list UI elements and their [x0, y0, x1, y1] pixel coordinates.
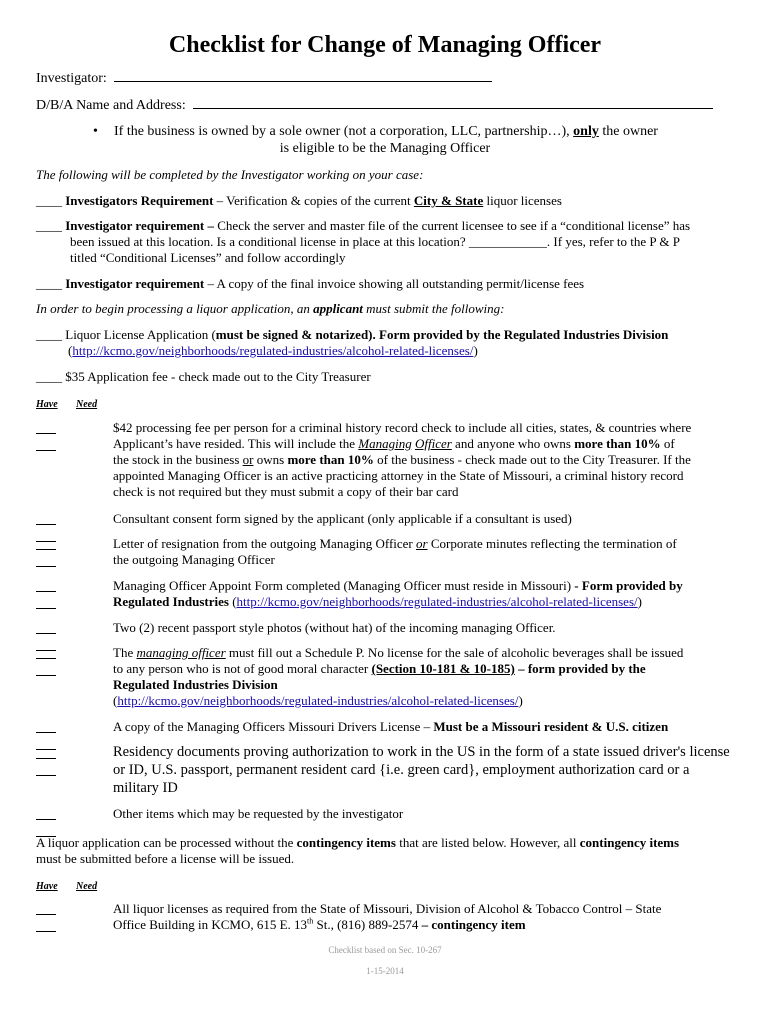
inv3-bold: Investigator requirement	[65, 276, 205, 291]
item-appoint-form: Managing Officer Appoint Form completed (Managing Officer must reside in Missouri) - Form provided by Regulated Industries (http://kcmo.gov/neighborhoods/regulated-industries/alcohol-related-licenses/)	[113, 578, 683, 609]
have-check[interactable]	[36, 579, 56, 592]
have-check[interactable]	[36, 646, 56, 659]
footer-reference: Checklist based on Sec. 10-267	[328, 945, 442, 955]
need-check[interactable]	[36, 596, 56, 609]
need-check[interactable]	[36, 919, 56, 932]
investigator-field	[36, 68, 492, 87]
fee42-line3: the stock in the business or owns more than 10% of the business - check made out to the City Treasurer. If the	[113, 452, 691, 467]
item-fee42	[113, 420, 743, 500]
checkbox-pair	[36, 579, 106, 613]
item-consultant: Consultant consent form signed by the applicant (only applicable if a consultant is used)	[113, 511, 572, 526]
applicant-intro	[36, 301, 504, 317]
inv-item-3	[36, 276, 584, 292]
app1-bold: must be signed & notarized). Form provided by the Regulated Industries Division	[215, 327, 669, 342]
have-check[interactable]	[36, 746, 56, 759]
need-check[interactable]	[36, 438, 56, 451]
blank[interactable]: ____	[36, 276, 62, 291]
have-check[interactable]	[36, 621, 56, 634]
sole-owner-note-line2: is eligible to be the Managing Officer	[279, 141, 491, 156]
need-check[interactable]	[36, 663, 56, 676]
have-check[interactable]	[36, 512, 56, 525]
applicant-intro-text: In order to begin processing a liquor application, an	[36, 301, 314, 316]
investigator-input-line[interactable]	[114, 68, 492, 82]
blank[interactable]: ____	[36, 218, 62, 233]
paren: )	[473, 343, 478, 358]
inv3-text: – A copy of the final invoice showing all outstanding permit/license fees	[204, 276, 585, 291]
have-header-2: Have	[36, 881, 58, 892]
bullet-dot: •	[93, 124, 98, 139]
applicant-word: applicant	[313, 301, 363, 316]
app1-text: Liquor License Application (	[62, 327, 216, 342]
inv1-city-state: City & State	[413, 193, 484, 208]
item-photos: Two (2) recent passport style photos (without hat) of the incoming managing Officer.	[113, 620, 556, 635]
checkbox-pair	[36, 746, 106, 780]
dba-input-line[interactable]	[193, 95, 713, 109]
dba-label: D/B/A Name and Address:	[36, 98, 186, 113]
app-item-1-link-line	[68, 343, 478, 359]
regulated-industries-link[interactable]: http://kcmo.gov/neighborhoods/regulated-industries/alcohol-related-licenses/	[72, 343, 474, 358]
note-only: only	[573, 124, 599, 139]
investigator-intro: The following will be completed by the Investigator working on your case:	[36, 167, 424, 182]
inv2-bold: Investigator requirement –	[65, 218, 215, 233]
page-title: Checklist for Change of Managing Officer	[168, 32, 602, 58]
app-item-2	[36, 369, 371, 385]
inv1-bold: Investigators Requirement	[65, 193, 214, 208]
item-state-licenses: All liquor licenses as required from the State of Missouri, Division of Alcohol & Tobacco Control – State Office Building in KCMO, 615 E. 13th St., (816) 889-2574 – contingency item	[113, 901, 662, 932]
have-check[interactable]	[36, 537, 56, 550]
contingency-note: A liquor application can be processed without the contingency items that are listed below. However, all contingency items must be submitted before a license will be issued.	[36, 835, 680, 866]
checkbox-pair	[36, 421, 106, 455]
checkbox-pair	[36, 902, 106, 936]
fee42-line4: appointed Managing Officer is an active practicing attorney in the State of Missouri, a criminal history record	[113, 468, 684, 483]
blank[interactable]: ____	[36, 369, 62, 384]
fee42-line1: $42 processing fee per person for a criminal history record check to include all cities, states, & countries where	[113, 420, 692, 435]
inv1-text: – Verification & copies of the current	[213, 193, 414, 208]
need-check[interactable]	[36, 554, 56, 567]
investigator-label: Investigator:	[36, 71, 107, 86]
item-residency: Residency documents proving authorization to work in the US in the form of a state issued driver's license or ID, U.S. passport, permanent resident card {i.e. green card}, employment authorization card or a military ID	[113, 744, 730, 796]
item-schedule-p: The managing officer must fill out a Schedule P. No license for the sale of alcoholic beverages shall be issued to any person who is not of good moral character (Section 10-181 & 10-185) – form provided by the Regulated Industries Division (http://kcmo.gov/neighborhoods/regulated-industries/alcohol-related-licenses/)	[113, 645, 684, 708]
dba-field	[36, 95, 713, 114]
applicant-intro-text2: must submit the following:	[362, 301, 505, 316]
inv-item-1	[36, 193, 562, 209]
inv2-text: Check the server and master file of the current licensee to see if a “conditional license” has	[214, 218, 691, 233]
checkbox-pair	[36, 646, 106, 680]
note-text-end: the owner	[602, 124, 658, 139]
item-resignation: Letter of resignation from the outgoing Managing Officer or Corporate minutes reflecting the termination of the outgoing Managing Officer	[113, 536, 677, 567]
inv-item-2-line2: been issued at this location. Is a conditional license in place at this location? ____________. If yes, refer to the P & P	[70, 234, 681, 249]
sole-owner-note	[114, 124, 714, 140]
app2-text: $35 Application fee - check made out to the City Treasurer	[62, 369, 371, 384]
footer-date: 1-15-2014	[366, 966, 404, 976]
fee42-line2: Applicant’s have resided. This will include the Managing Officer and anyone who owns more than 10% of	[113, 436, 675, 451]
need-header: Need	[76, 399, 98, 410]
regulated-industries-link[interactable]: http://kcmo.gov/neighborhoods/regulated-industries/alcohol-related-licenses/	[236, 594, 638, 609]
inv-item-2	[36, 218, 746, 234]
blank[interactable]: ____	[36, 327, 62, 342]
paren: (	[68, 343, 73, 358]
have-check[interactable]	[36, 902, 56, 915]
have-check[interactable]	[36, 421, 56, 434]
app-item-1	[36, 327, 756, 343]
regulated-industries-link[interactable]: http://kcmo.gov/neighborhoods/regulated-industries/alcohol-related-licenses/	[117, 693, 519, 708]
checkbox-pair	[36, 537, 106, 571]
blank[interactable]: ____	[36, 193, 62, 208]
inv-item-2-line3: titled “Conditional Licenses” and follow accordingly	[70, 250, 346, 265]
item-drivers-license: A copy of the Managing Officers Missouri Drivers License – Must be a Missouri resident & U.S. citizen	[113, 719, 669, 734]
have-header: Have	[36, 399, 58, 410]
note-text: If the business is owned by a sole owner (not a corporation, LLC, partnership…),	[114, 124, 570, 139]
need-header-2: Need	[76, 881, 98, 892]
have-check[interactable]	[36, 720, 56, 733]
have-check[interactable]	[36, 807, 56, 820]
fee42-line5: check is not required but they must submit a copy of their bar card	[113, 484, 459, 499]
inv1-text2: liquor licenses	[483, 193, 562, 208]
item-other: Other items which may be requested by the investigator	[113, 806, 404, 821]
need-check[interactable]	[36, 763, 56, 776]
